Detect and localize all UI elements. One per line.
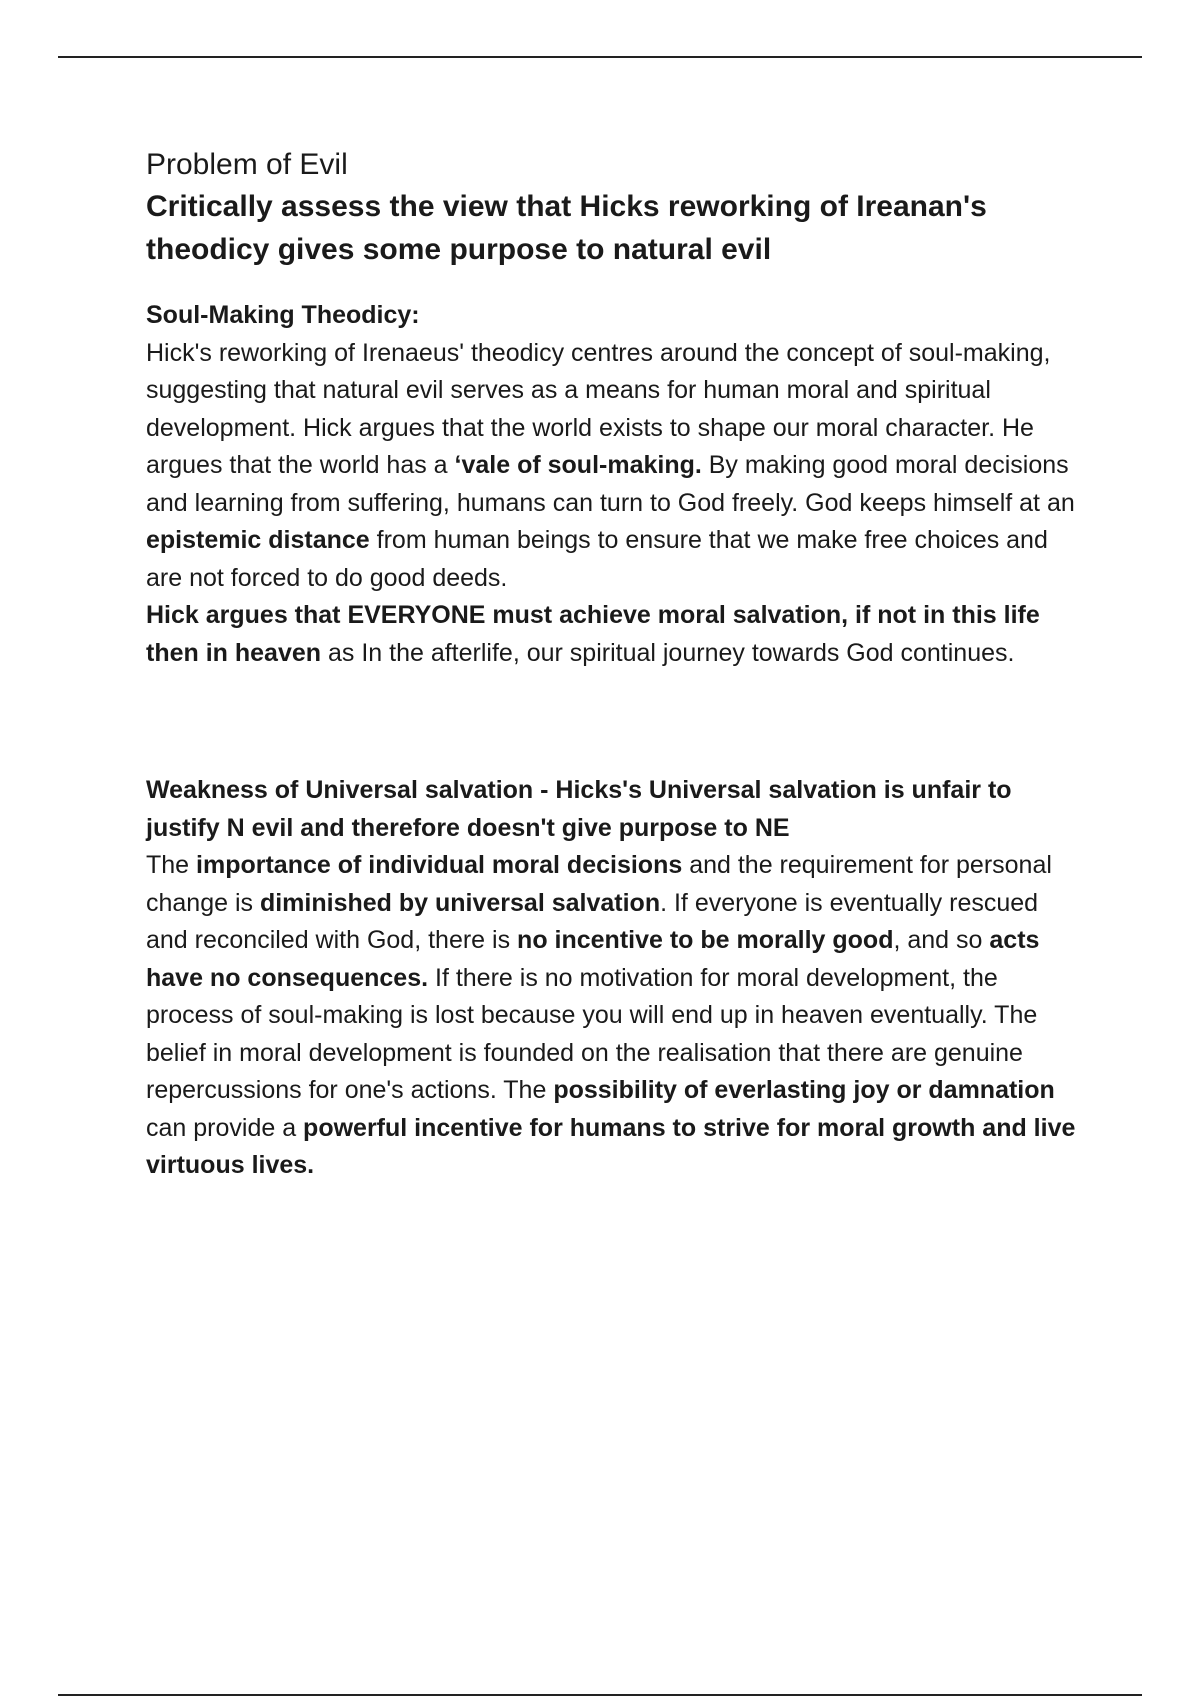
bold-run: acts have no consequences. [146, 926, 1040, 992]
text-run: . If everyone is eventually rescued and reconciled with God, there is [146, 888, 1039, 954]
paragraph-universal-salvation [146, 597, 1076, 672]
bottom-page-rule [58, 1694, 1142, 1696]
text-run: , and so [893, 926, 990, 954]
text-run: from human beings to ensure that we make free choices and are not forced to do good deeds. [146, 526, 1048, 592]
bold-run: no incentive to be morally good [517, 926, 894, 954]
text-run: The [146, 851, 197, 879]
document-topic: Problem of Evil [146, 148, 348, 181]
bold-run: Hick argues that EVERYONE must achieve moral salvation, if not in this life then in heaven [146, 601, 1040, 667]
bold-run: epistemic distance [146, 526, 370, 554]
section-heading-soul-making: Soul-Making Theodicy: [146, 301, 420, 329]
section-heading-weakness: Weakness of Universal salvation - Hicks's Universal salvation is unfair to justify N evil and therefore doesn't give purpose to NE [146, 776, 1012, 842]
bold-run: powerful incentive for humans to strive for moral growth and live virtuous lives. [146, 1113, 1076, 1179]
text-run: By making good moral decisions and learning from suffering, humans can turn to God freely. God keeps himself at an [146, 451, 1075, 517]
bold-run: importance of individual moral decisions [196, 851, 683, 879]
text-run: can provide a [146, 1113, 304, 1142]
top-page-rule [58, 56, 1142, 58]
bold-run: possibility of everlasting joy or damnation [553, 1076, 1055, 1104]
text-run: If there is no motivation for moral development, the process of soul-making is lost because you will end up in heaven eventually. The belief in moral development is founded on the realisation that there are genuine repercussions for one's actions. The [146, 963, 1038, 1104]
document-body [146, 145, 1076, 1185]
paragraph-weakness [146, 847, 1076, 1185]
section-spacer [146, 672, 1076, 772]
text-run: as In the afterlife, our spiritual journey towards God continues. [321, 638, 1015, 667]
essay-question: Critically assess the view that Hicks reworking of Ireanan's theodicy gives some purpose to natural evil [146, 190, 987, 266]
text-run: Hick's reworking of Irenaeus' theodicy centres around the concept of soul-making, suggesting that natural evil serves as a means for human moral and spiritual development. Hick argues that the world exists to shape our moral character. He argues that the world has a [146, 338, 1051, 479]
bold-run: ‘vale of soul-making. [454, 451, 702, 479]
paragraph-soul-making [146, 335, 1076, 598]
bold-run: diminished by universal salvation [259, 888, 661, 917]
text-run: and the requirement for personal change is [146, 851, 1052, 917]
